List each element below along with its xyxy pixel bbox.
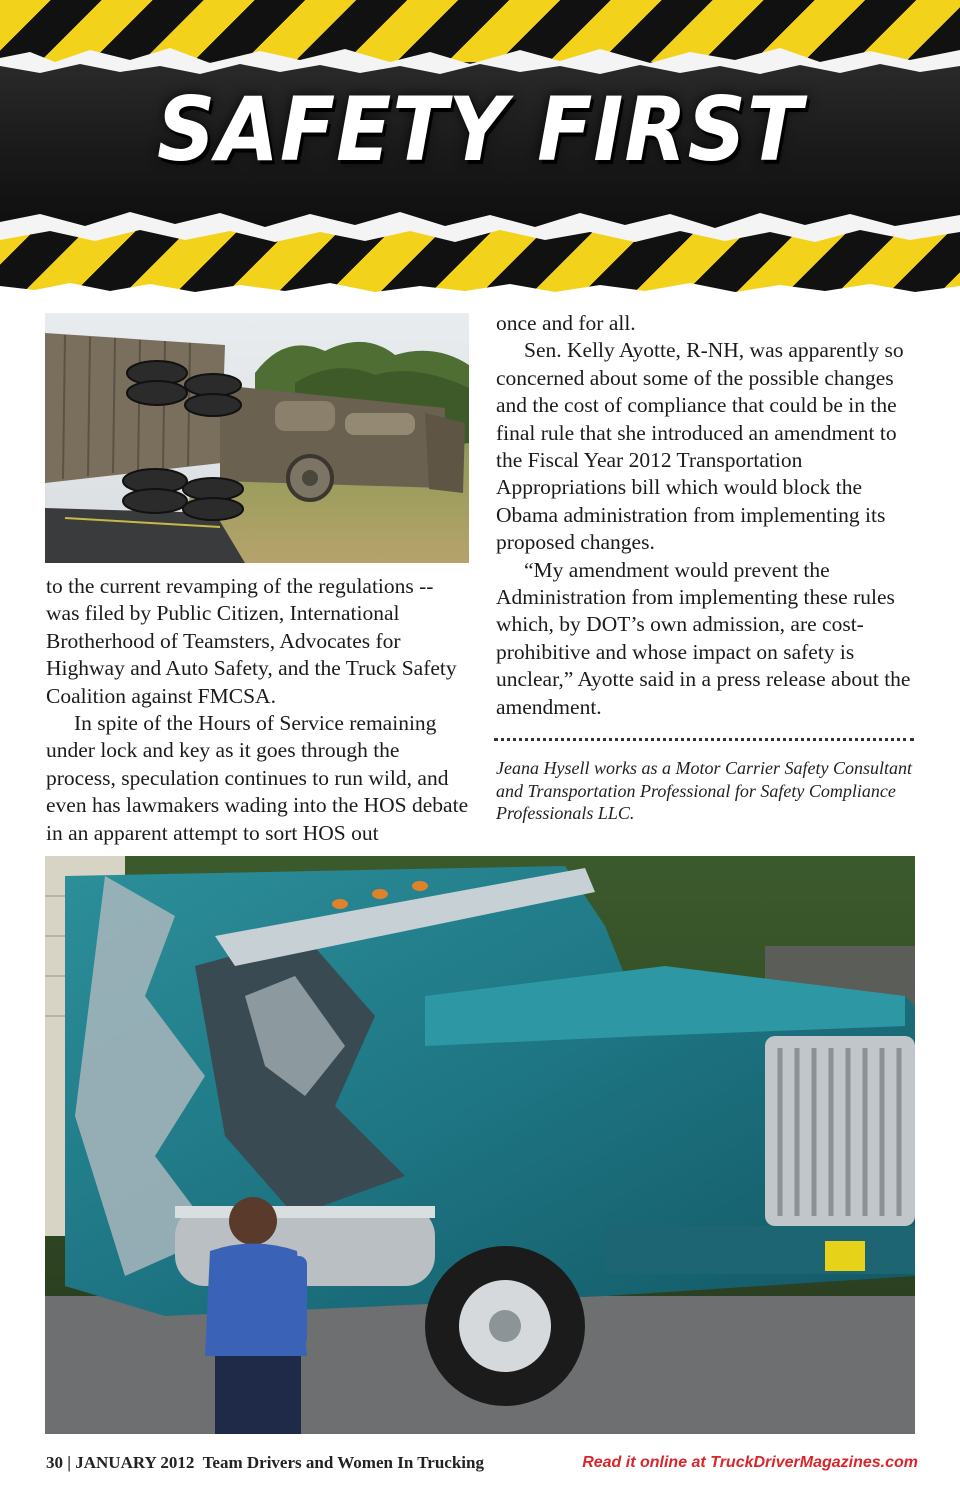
- wrecked-truck-photo: [45, 856, 915, 1434]
- read-online-link[interactable]: Read it online at TruckDriverMagazines.com: [582, 1454, 918, 1471]
- dotted-divider: [494, 738, 914, 741]
- article-left-column: [46, 573, 470, 847]
- publication-name: Team Drivers and Women In Trucking: [202, 1453, 484, 1472]
- overturned-truck-photo: [45, 313, 469, 563]
- safety-first-banner: [0, 0, 960, 298]
- issue-date: JANUARY 2012: [75, 1453, 195, 1472]
- banner-title: SAFETY FIRST: [157, 78, 803, 181]
- page-number: 30: [46, 1453, 63, 1472]
- article-paragraph: In spite of the Hours of Service remaining under lock and key as it goes through the process, speculation continues to run wild, and even has lawmakers wading into the HOS debate in an apparent attempt to sort HOS out: [46, 711, 469, 845]
- article-paragraph: to the current revamping of the regulations -- was filed by Public Citizen, International Brotherhood of Teamsters, Advocates for Highway and Auto Safety, and the Truck Safety Coalition against FMCSA.: [46, 574, 457, 708]
- footer-separator: |: [67, 1453, 71, 1472]
- article-right-column: [496, 310, 914, 721]
- page-footer-info: [46, 1453, 484, 1473]
- article-paragraph: Sen. Kelly Ayotte, R-NH, was apparently so concerned about some of the possible changes and the cost of compliance that could be in the final rule that she introduced an amendment to the Fiscal Year 2012 Transportation Appropriations bill which would block the Obama administration from implementing its proposed changes.: [496, 338, 904, 555]
- author-byline: Jeana Hysell works as a Motor Carrier Safety Consultant and Transportation Professional for Safety Compliance Professionals LLC.: [496, 758, 912, 823]
- article-paragraph: once and for all.: [496, 311, 636, 335]
- article-paragraph: “My amendment would prevent the Administration from implementing these rules which, by DOT’s own admission, are cost-prohibitive and whose impact on safety is unclear,” Ayotte said in a press release about the amendment.: [496, 557, 911, 719]
